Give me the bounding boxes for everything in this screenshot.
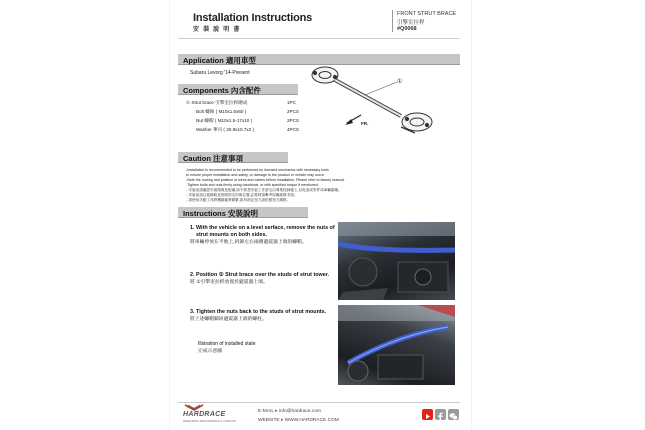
wechat-icon[interactable]: [448, 409, 459, 420]
components-heading: Components 內含配件: [183, 86, 261, 95]
component-qty: 2PCS: [287, 118, 300, 123]
instruction-step-2: [190, 272, 338, 286]
component-name: Washer 華司 ( 20.8x10.7x2 ): [196, 127, 255, 132]
instructions-heading: Instructions 安裝說明: [183, 209, 259, 218]
installed-brace-photo: [338, 305, 455, 385]
website-label: WEBSITE: [258, 418, 280, 423]
product-name-zh: 引擎室拉桿: [397, 20, 425, 26]
email-row: E-MAIL ▸ info@hardrace.com: [258, 409, 321, 414]
instruction-step-1: [190, 225, 338, 246]
brand-tagline: REDEFINING PERFORMANCE & COMFORT: [183, 420, 237, 423]
caution-heading: Caution 注意事項: [183, 154, 243, 163]
illustration-caption: [198, 341, 328, 355]
header-divider: [392, 10, 393, 32]
step-text-en: 3. Tighten the nuts back to the studs of strut mounts.: [190, 309, 327, 315]
email-label: E-MAIL: [258, 409, 274, 414]
illustration-text-zh: 完成示意圖: [198, 349, 222, 354]
vehicle-fitment: Subaru Levorg '14-Present: [190, 70, 250, 76]
header-rule: [178, 38, 460, 39]
engine-bay-photo: [338, 222, 455, 300]
instruction-step-3: [190, 309, 338, 323]
diagram-callout: ①: [397, 79, 403, 85]
caution-section-bar: [178, 152, 288, 163]
step-text-en: 2. Position ① Strut brace over the studs of strut tower.: [190, 272, 330, 278]
email-address[interactable]: info@hardrace.com: [278, 409, 321, 414]
component-name: Bolt 螺絲 ( M10x1.5x60 ): [196, 109, 247, 114]
direction-label: FR.: [361, 121, 369, 126]
caution-line: - 安裝前請確認安裝環境及配備,如不熟悉安裝工作請交由專業技師施工,以免造成零件或車輛損壞。: [186, 188, 342, 192]
youtube-icon[interactable]: [422, 409, 433, 420]
step-text-en: 1. With the vehicle on a level serface, remove the nuts of strut mounts on both sides.: [190, 225, 335, 238]
component-qty: 4PCS: [287, 127, 300, 132]
website-url[interactable]: WWW.HARDRACE.COM: [284, 418, 339, 423]
page-title: Installation Instructions: [193, 12, 313, 24]
caution-line: - 安裝前請注意線路及管路的走向與位置,必要時請參考原廠維修手冊。: [186, 193, 298, 197]
facebook-icon[interactable]: [435, 409, 446, 420]
caution-line: -Note the routing and position of wires and cables before installation. Please refer to factory manual.: [186, 178, 346, 182]
instructions-section-bar: [178, 207, 308, 218]
product-name-en: FRONT STRUT BRACE: [397, 11, 457, 17]
components-section-bar: [178, 84, 298, 95]
component-name: ① Strut brace 引擎室拉桿總成: [186, 100, 248, 105]
step-text-zh: 將車輛停放在平地上,拆卸左右兩側避震器上端的螺帽。: [190, 240, 307, 245]
caution-line: to ensure proper installation and safety, or damage to the product or vehicle may occur.: [186, 173, 325, 177]
component-qty: 2PCS: [287, 109, 300, 114]
caution-line: - 請使用手動工具將螺絲確實鎖緊,如有指定扭力請依照扭力鎖附。: [186, 198, 291, 202]
caution-line: -Tighten bolts and nuts firmly using handtools, or with specified torque if mentioned.: [186, 183, 319, 187]
part-number: #Q0068: [397, 26, 417, 32]
footer-rule: [178, 402, 460, 403]
page-subtitle: 安 裝 說 明 書: [193, 26, 241, 33]
strut-brace-diagram: [305, 58, 455, 148]
component-qty: 1PC: [287, 100, 296, 105]
application-heading: Application 適用車型: [183, 56, 256, 65]
component-name: Nut 螺帽 ( M10x1.5-17x10 ): [196, 118, 253, 123]
caution-line: -Installation is recommended to be performed by licensed mechanics with necessary tools: [186, 168, 329, 172]
step-text-zh: 將上述螺帽鎖回避震器上端的螺柱。: [190, 317, 267, 322]
brand-logo: HARDRACE: [183, 411, 226, 418]
website-row: WEBSITE ▸ WWW.HARDRACE.COM: [258, 418, 339, 423]
step-text-zh: 將 ①引擎室拉桿放置於避震器上端。: [190, 280, 268, 285]
illustration-text-en: Illstration of installed state: [198, 341, 256, 347]
front-arrow-icon: [345, 115, 361, 125]
